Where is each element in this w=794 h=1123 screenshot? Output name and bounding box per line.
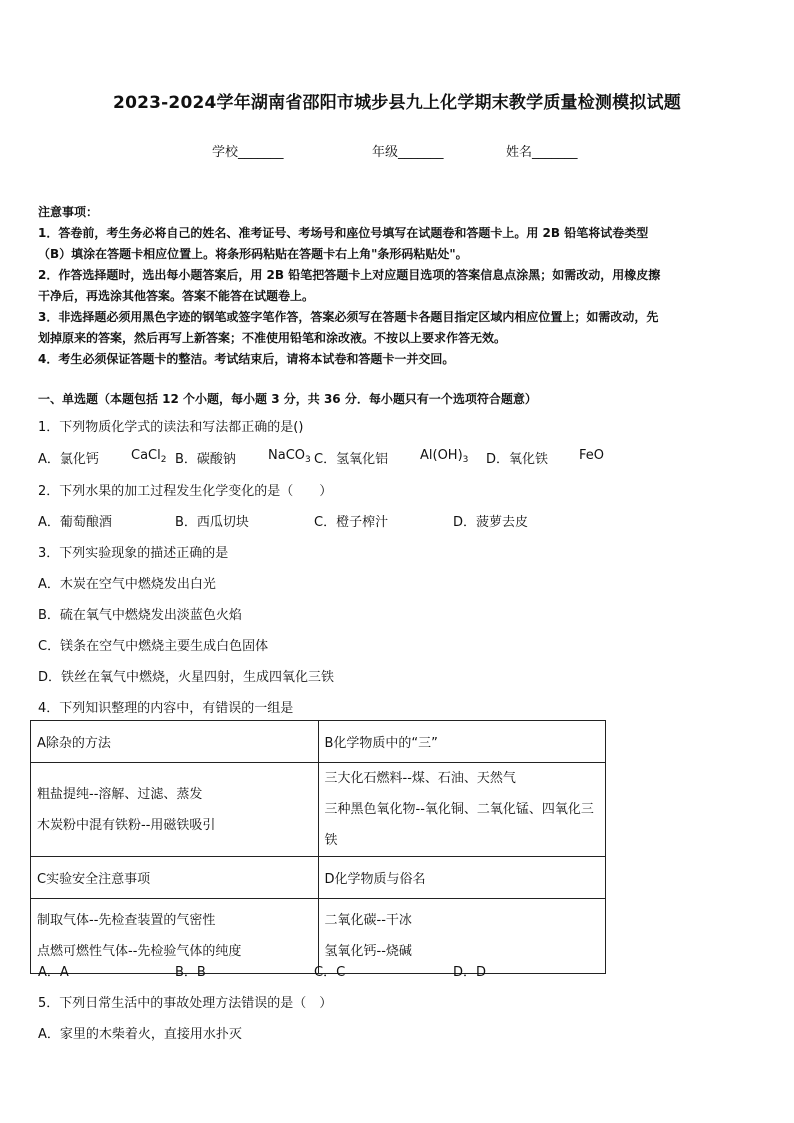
table-cell-d-head: D化学物质与俗名 (318, 857, 606, 899)
table-line: 三大化石燃料--煤、石油、天然气 (324, 771, 516, 786)
q2-option: D．菠萝去皮 (453, 515, 529, 530)
q5-option: A．家里的木柴着火，直接用水扑灭 (38, 1027, 242, 1042)
section-heading: 一、单选题（本题包括 12 个小题，每小题 3 分，共 36 分．每小题只有一个选项符合题意） (38, 392, 537, 406)
school-field: 学校_______ (212, 145, 284, 160)
q1-option-d-label: D．氧化铁 (486, 452, 549, 467)
q1-option-a-label: A．氯化钙 (38, 452, 99, 467)
q2-option: C．橙子榨汁 (314, 515, 389, 530)
table-line: 制取气体--先检查装置的气密性 (37, 913, 216, 928)
notice-line: 干净后，再选涂其他答案。答案不能答在试题卷上。 (38, 289, 315, 303)
notice-line: 1．答卷前，考生务必将自己的姓名、准考证号、考场号和座位号填写在试题卷和答题卡上。用 2B 铅笔将试卷类型 (38, 226, 649, 240)
q3-option: B．硫在氧气中燃烧发出淡蓝色火焰 (38, 608, 242, 623)
table-line: 木炭粉中混有铁粉--用磁铁吸引 (37, 817, 216, 833)
name-field: 姓名_______ (506, 145, 578, 160)
q3-option: C．镁条在空气中燃烧主要生成白色固体 (38, 639, 269, 654)
table-line: 三种黑色氧化物--氧化铜、二氧化锰、四氧化三铁 (324, 802, 594, 848)
table-line: 二氧化碳--干冰 (324, 913, 412, 928)
q1-option-c-formula: $Al(OH)_3$ (420, 448, 469, 465)
question-1-stem: 1．下列物质化学式的读法和写法都正确的是() (38, 420, 304, 435)
notice-line: 划掉原来的答案，然后再写上新答案；不准使用铅笔和涂改液。不按以上要求作答无效。 (38, 331, 507, 345)
notice-line: （B）填涂在答题卡相应位置上。将条形码粘贴在答题卡右上角"条形码粘贴处"。 (38, 247, 468, 261)
notice-line: 2．作答选择题时，选出每小题答案后，用 2B 铅笔把答题卡上对应题目选项的答案信息点涂黑；如需改动，用橡皮擦 (38, 268, 661, 282)
q1-option-b-label: B．碳酸钠 (175, 452, 236, 467)
notice-line: 4．考生必须保证答题卡的整洁。考试结束后，请将本试卷和答题卡一并交回。 (38, 352, 455, 366)
q1-option-b-formula: NaCO$_3$ (268, 448, 311, 465)
grade-field: 年级_______ (372, 145, 444, 160)
q3-option: A．木炭在空气中燃烧发出白光 (38, 577, 216, 592)
q2-option: B．西瓜切块 (175, 515, 249, 530)
question-2-stem: 2．下列水果的加工过程发生化学变化的是（ ） (38, 484, 333, 499)
q1-option-d-formula: FeO (579, 448, 604, 463)
q1-option-c-label: C．氢氧化铝 (314, 452, 389, 467)
table-cell-b-head: B化学物质中的“三” (318, 721, 606, 763)
q4-option: A．A (38, 965, 69, 980)
q4-option: B．B (175, 965, 206, 980)
question-4-stem: 4．下列知识整理的内容中，有错误的一组是 (38, 701, 294, 716)
knowledge-table (30, 720, 606, 974)
q4-option: C．C (314, 965, 346, 980)
table-cell-a-body (31, 763, 319, 857)
q3-option: D．铁丝在氧气中燃烧，火星四射，生成四氧化三铁 (38, 670, 335, 685)
notice-heading: 注意事项： (38, 205, 99, 219)
q4-option: D．D (453, 965, 487, 980)
table-line: 粗盐提纯--溶解、过滤、蒸发 (37, 786, 203, 802)
table-cell-a-head: A除杂的方法 (31, 721, 319, 763)
table-line: 点燃可燃性气体--先检验气体的纯度 (37, 944, 242, 959)
q1-option-a-formula: CaCl$_2$ (131, 448, 167, 465)
q2-option: A．葡萄酿酒 (38, 515, 112, 530)
question-5-stem: 5．下列日常生活中的事故处理方法错误的是（ ） (38, 996, 333, 1011)
exam-title: 2023-2024学年湖南省邵阳市城步县九上化学期末教学质量检测模拟试题 (113, 93, 681, 113)
notice-line: 3．非选择题必须用黑色字迹的钢笔或签字笔作答，答案必须写在答题卡各题目指定区域内相应位置上；如需改动，先 (38, 310, 659, 324)
question-3-stem: 3．下列实验现象的描述正确的是 (38, 546, 229, 561)
table-cell-b-body (318, 763, 606, 857)
table-cell-c-head: C实验安全注意事项 (31, 857, 319, 899)
table-line: 氢氧化钙--烧碱 (324, 944, 412, 959)
